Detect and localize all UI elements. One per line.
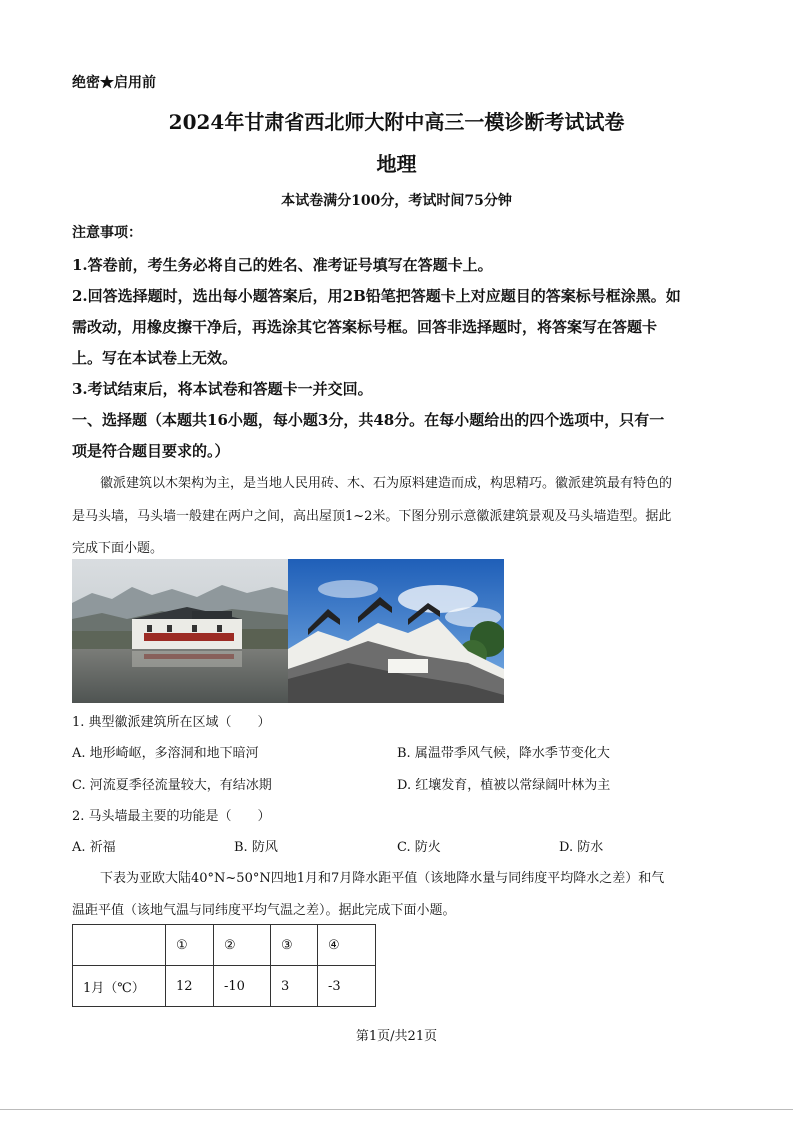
q2-option-b[interactable]: B. 防风 [234, 840, 278, 855]
q2-option-d[interactable]: D. 防水 [559, 840, 604, 855]
exam-title: 2024年甘肃省西北师大附中高三一模诊断考试试卷 [168, 110, 625, 134]
table-cell: 12 [166, 966, 214, 1007]
page-number: 第1页/共21页 [355, 1029, 438, 1044]
q1-option-a[interactable]: A. 地形崎岖，多溶洞和地下暗河 [72, 746, 259, 761]
section1-heading-line-1: 一、选择题（本题共16小题，每小题3分，共48分。在每小题给出的四个选项中，只有一 [72, 411, 665, 429]
table-cell: 3 [271, 966, 318, 1007]
section1-heading-line-2: 项是符合题目要求的。） [72, 442, 230, 460]
table-row [73, 966, 376, 1007]
huizhou-village-photo [72, 559, 288, 703]
note-line-4: 上。写在本试卷上无效。 [72, 349, 238, 367]
score-info: 本试卷满分100分，考试时间75分钟 [281, 193, 512, 209]
q1-option-d[interactable]: D. 红壤发育，植被以常绿阔叶林为主 [397, 778, 611, 793]
table-cell: -10 [214, 966, 271, 1007]
note-line-2: 2.回答选择题时，选出每小题答案后，用2B铅笔把答题卡上对应题目的答案标号框涂黑。如 [72, 287, 681, 305]
passage1-line-3: 完成下面小题。 [72, 541, 164, 556]
passage2-line-1: 下表为亚欧大陆40°N~50°N四地1月和7月降水距平值（该地降水量与同纬度平均降水之差）和气 [100, 871, 665, 886]
table-cell: 1月（℃） [73, 966, 166, 1007]
q2-option-c[interactable]: C. 防火 [397, 840, 441, 855]
q1-stem: 1. 典型徽派建筑所在区域（ ） [72, 715, 271, 730]
table-header-cell: ① [166, 925, 214, 966]
table-header-cell: ④ [318, 925, 376, 966]
subject-title: 地理 [376, 152, 417, 176]
page-bottom-divider [0, 1109, 793, 1110]
note-line-3: 需改动，用橡皮擦干净后，再选涂其它答案标号框。回答非选择题时，将答案写在答题卡 [72, 318, 658, 336]
passage1-line-2: 是马头墙，马头墙一般建在两户之间，高出屋顶1~2米。下图分别示意徽派建筑景观及马头墙造型。据此 [72, 509, 672, 524]
q2-option-a[interactable]: A. 祈福 [72, 840, 116, 855]
q2-stem: 2. 马头墙最主要的功能是（ ） [72, 809, 271, 824]
table-header-cell [73, 925, 166, 966]
passage2-line-2: 温距平值（该地气温与同纬度平均气温之差）。据此完成下面小题。 [72, 903, 456, 918]
q1-option-b[interactable]: B. 属温带季风气候，降水季节变化大 [397, 746, 610, 761]
passage1-line-1: 徽派建筑以木架构为主，是当地人民用砖、木、石为原料建造而成，构思精巧。徽派建筑最有特色的 [100, 476, 673, 491]
note-line-5: 3.考试结束后，将本试卷和答题卡一并交回。 [72, 380, 373, 398]
table-header-row [73, 925, 376, 966]
secret-mark: 绝密★启用前 [72, 75, 156, 91]
precipitation-temperature-table [72, 924, 376, 1007]
horse-head-wall-photo [288, 559, 504, 703]
table-cell: -3 [318, 966, 376, 1007]
table-header-cell: ③ [271, 925, 318, 966]
note-line-1: 1.答卷前，考生务必将自己的姓名、准考证号填写在答题卡上。 [72, 256, 493, 274]
notes-heading: 注意事项： [72, 225, 142, 241]
table-header-cell: ② [214, 925, 271, 966]
q1-option-c[interactable]: C. 河流夏季径流量较大，有结冰期 [72, 778, 272, 793]
